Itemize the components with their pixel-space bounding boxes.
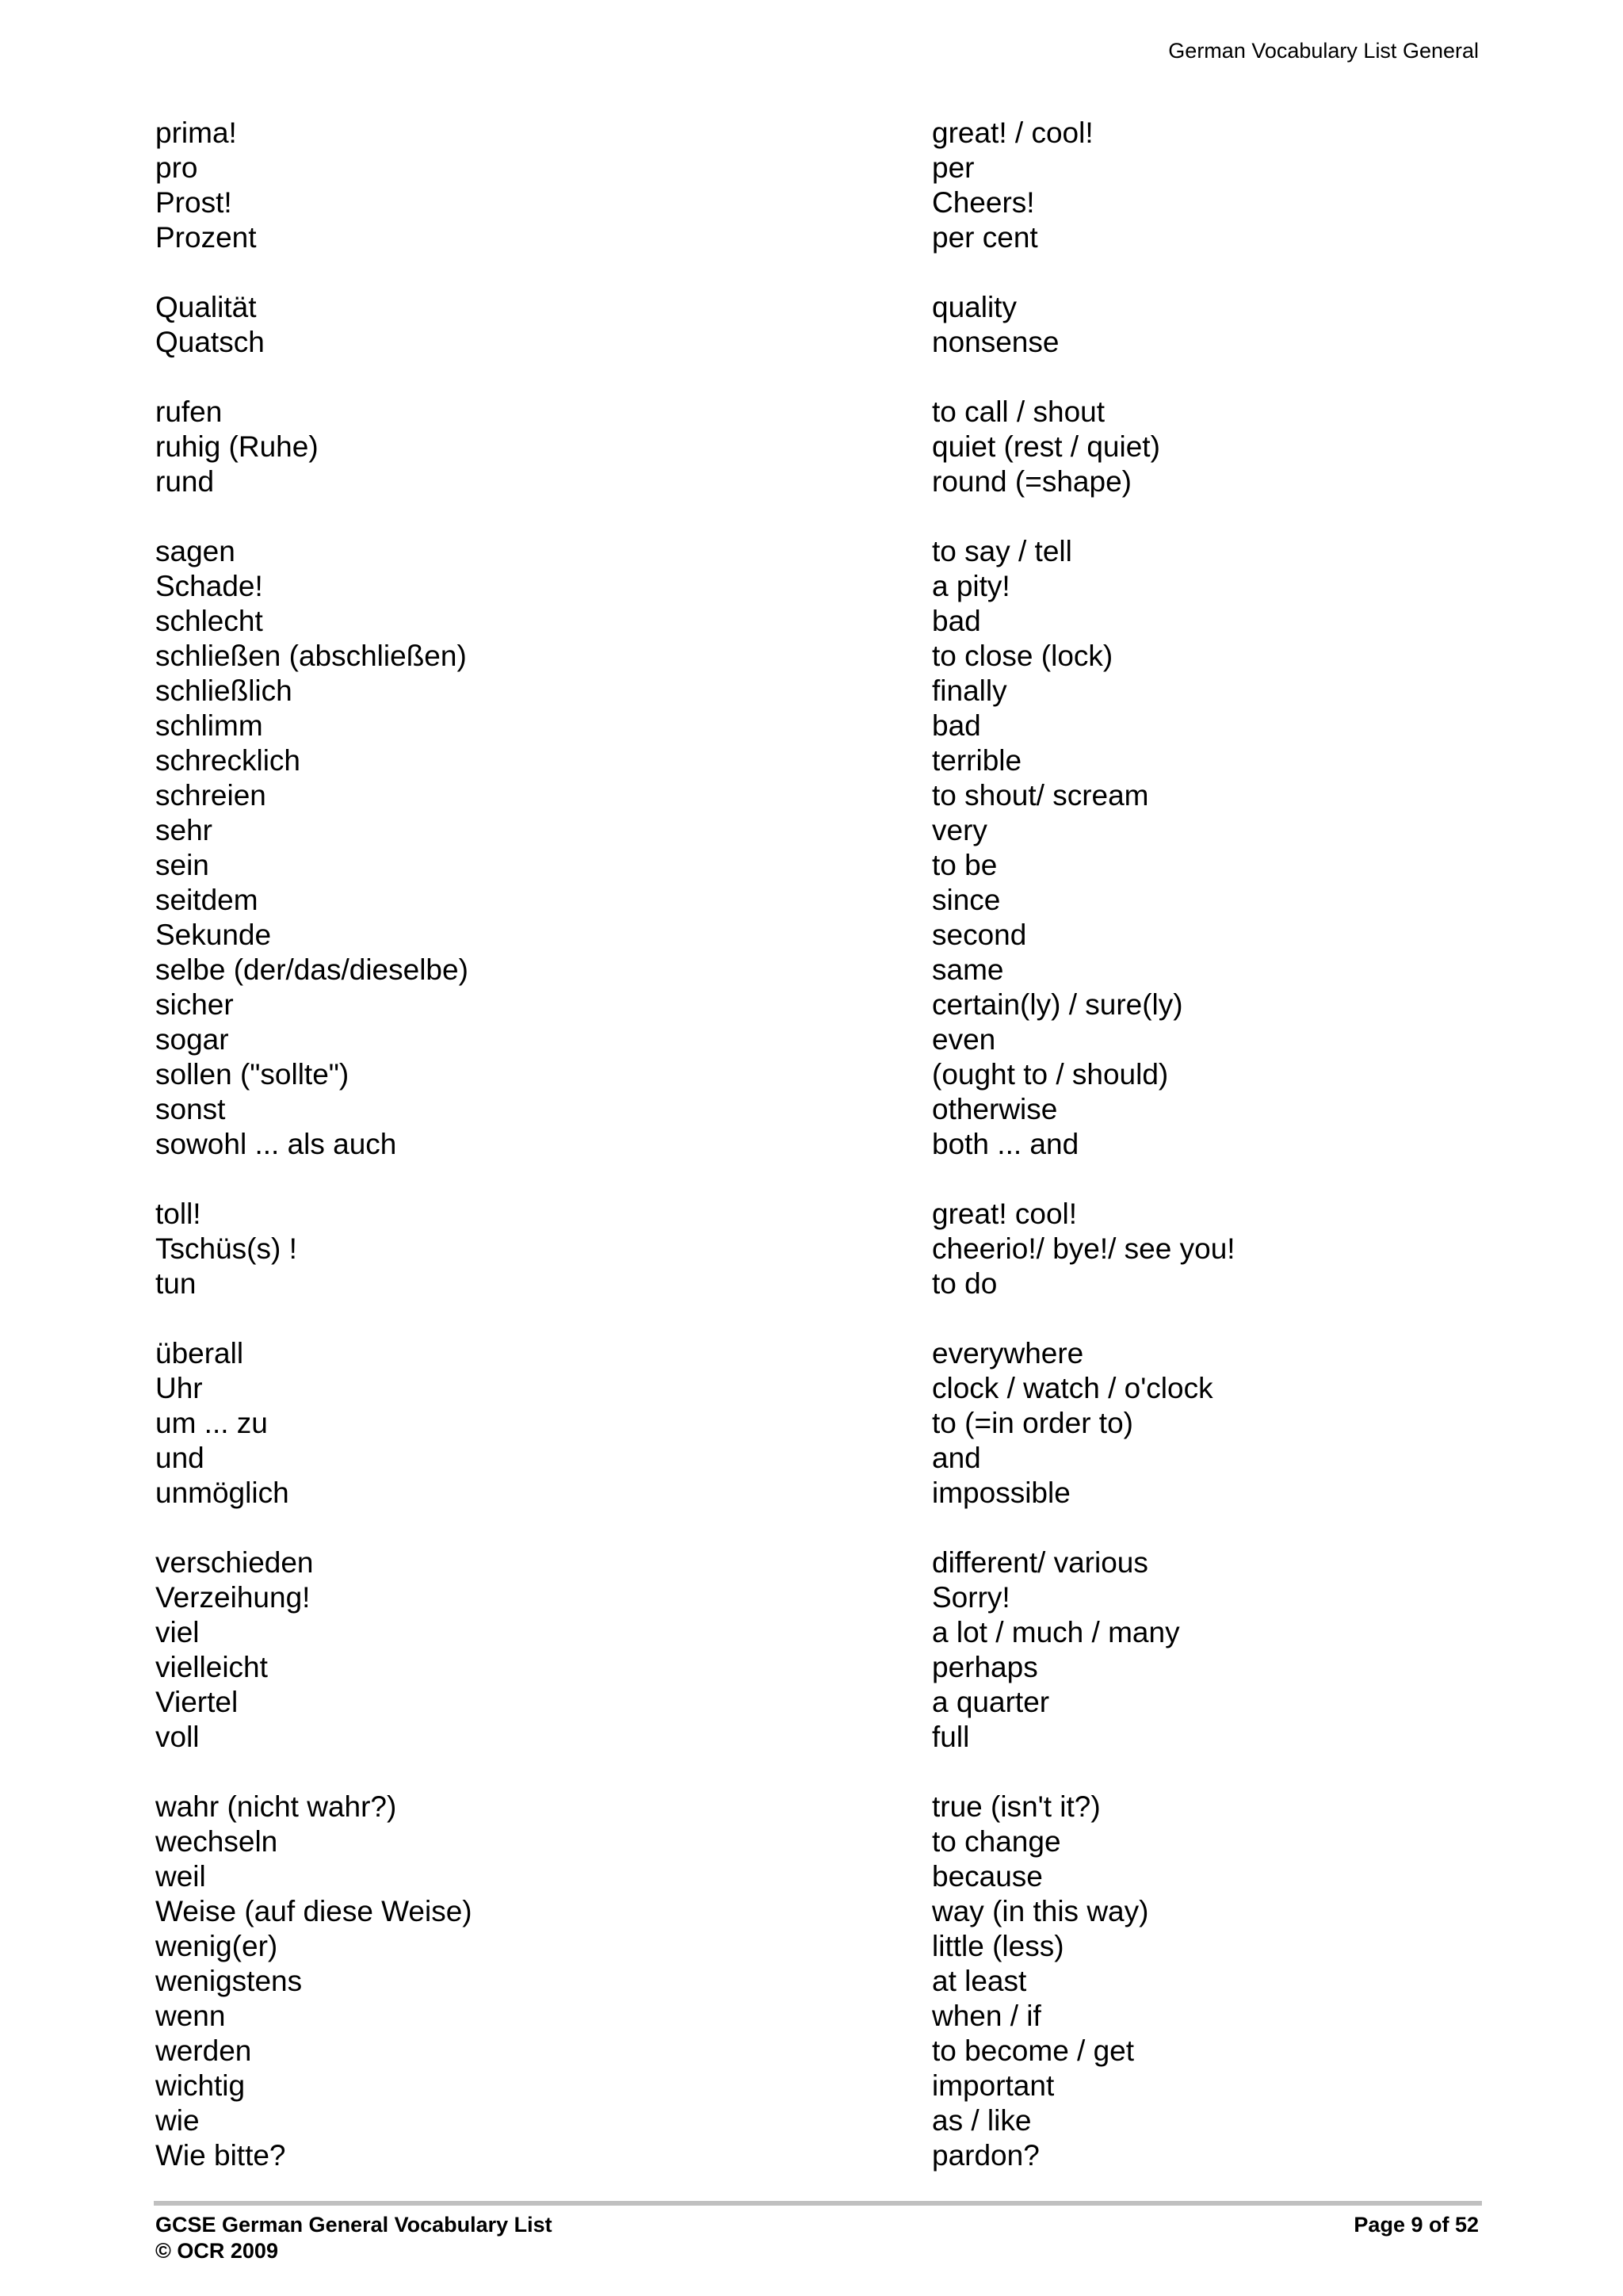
english-translation: impossible: [932, 1477, 1071, 1509]
german-word: toll!: [155, 1198, 201, 1230]
english-translation: per cent: [932, 221, 1038, 254]
footer-page-number: Page 9 of 52: [1354, 2213, 1479, 2237]
german-word: Weise (auf diese Weise): [155, 1895, 472, 1927]
vocab-row: [155, 290, 1503, 325]
german-word: voll: [155, 1721, 200, 1753]
vocab-row: [155, 2069, 1503, 2103]
english-translation: to (=in order to): [932, 1407, 1133, 1439]
vocab-row: [155, 1266, 1503, 1301]
german-word: unmöglich: [155, 1477, 289, 1509]
footer-divider: [154, 2201, 1482, 2206]
vocab-group: [155, 290, 1503, 360]
english-translation: certain(ly) / sure(ly): [932, 988, 1183, 1021]
english-translation: since: [932, 884, 1001, 916]
english-translation: cheerio!/ bye!/ see you!: [932, 1232, 1235, 1265]
german-word: schlecht: [155, 605, 263, 637]
german-word: verschieden: [155, 1546, 314, 1579]
english-translation: to say / tell: [932, 535, 1072, 567]
english-translation: same: [932, 953, 1004, 986]
english-translation: quality: [932, 291, 1017, 323]
vocab-row: [155, 1615, 1503, 1650]
vocab-row: [155, 1197, 1503, 1232]
german-word: prima!: [155, 117, 237, 149]
german-word: Qualität: [155, 291, 257, 323]
german-word: sogar: [155, 1023, 229, 1056]
german-word: Prozent: [155, 221, 257, 254]
german-word: sicher: [155, 988, 234, 1021]
vocab-row: [155, 1022, 1503, 1057]
english-translation: nonsense: [932, 326, 1060, 358]
vocab-row: [155, 1406, 1503, 1441]
german-word: Wie bitte?: [155, 2139, 286, 2172]
vocab-row: [155, 430, 1503, 464]
vocab-row: [155, 1232, 1503, 1266]
english-translation: otherwise: [932, 1093, 1058, 1125]
english-translation: perhaps: [932, 1651, 1038, 1683]
german-word: Viertel: [155, 1686, 239, 1718]
footer-copyright: © OCR 2009: [155, 2239, 278, 2263]
german-word: ruhig (Ruhe): [155, 430, 319, 463]
german-word: überall: [155, 1337, 244, 1370]
german-word: pro: [155, 151, 198, 184]
german-word: und: [155, 1442, 204, 1474]
vocab-row: [155, 1545, 1503, 1580]
english-translation: as / like: [932, 2104, 1032, 2137]
vocab-row: [155, 953, 1503, 988]
english-translation: when / if: [932, 2000, 1041, 2032]
vocab-row: [155, 1336, 1503, 1371]
english-translation: terrible: [932, 744, 1022, 777]
vocab-row: [155, 2138, 1503, 2173]
english-translation: very: [932, 814, 987, 846]
vocab-row: [155, 1476, 1503, 1511]
german-word: werden: [155, 2034, 252, 2067]
english-translation: round (=shape): [932, 465, 1132, 498]
vocab-row: [155, 1999, 1503, 2034]
german-word: schlimm: [155, 709, 263, 742]
english-translation: to do: [932, 1267, 998, 1300]
german-word: tun: [155, 1267, 197, 1300]
english-translation: quiet (rest / quiet): [932, 430, 1160, 463]
vocab-row: [155, 1790, 1503, 1824]
vocab-group: [155, 1790, 1503, 2173]
english-translation: even: [932, 1023, 996, 1056]
german-word: um ... zu: [155, 1407, 268, 1439]
german-word: Schade!: [155, 570, 263, 602]
vocab-row: [155, 604, 1503, 639]
vocab-row: [155, 1127, 1503, 1162]
german-word: wechseln: [155, 1825, 278, 1858]
vocab-row: [155, 534, 1503, 569]
english-translation: full: [932, 1721, 970, 1753]
english-translation: little (less): [932, 1930, 1064, 1962]
german-word: sonst: [155, 1093, 226, 1125]
english-translation: important: [932, 2069, 1055, 2102]
vocab-row: [155, 709, 1503, 743]
english-translation: both ... and: [932, 1128, 1079, 1160]
german-word: Quatsch: [155, 326, 265, 358]
vocab-group: [155, 1197, 1503, 1301]
vocab-row: [155, 1824, 1503, 1859]
german-word: rufen: [155, 395, 223, 428]
german-word: weil: [155, 1860, 206, 1893]
english-translation: to call / shout: [932, 395, 1106, 428]
english-translation: way (in this way): [932, 1895, 1149, 1927]
german-word: Sekunde: [155, 919, 272, 951]
vocab-row: [155, 778, 1503, 813]
vocab-row: [155, 1092, 1503, 1127]
german-word: rund: [155, 465, 215, 498]
english-translation: different/ various: [932, 1546, 1148, 1579]
english-translation: bad: [932, 605, 981, 637]
vocab-row: [155, 1057, 1503, 1092]
german-word: wenig(er): [155, 1930, 278, 1962]
english-translation: per: [932, 151, 975, 184]
german-word: wenigstens: [155, 1965, 303, 1997]
vocab-row: [155, 325, 1503, 360]
german-word: Uhr: [155, 1372, 203, 1404]
english-translation: to shout/ scream: [932, 779, 1149, 812]
english-translation: clock / watch / o'clock: [932, 1372, 1213, 1404]
english-translation: great! cool!: [932, 1198, 1078, 1230]
vocabulary-list: [155, 116, 1503, 2208]
german-word: wie: [155, 2104, 200, 2137]
english-translation: at least: [932, 1965, 1027, 1997]
german-word: schließlich: [155, 674, 292, 707]
german-word: wenn: [155, 2000, 226, 2032]
vocab-row: [155, 569, 1503, 604]
english-translation: Cheers!: [932, 186, 1035, 219]
vocab-row: [155, 743, 1503, 778]
vocab-row: [155, 988, 1503, 1022]
vocab-group: [155, 534, 1503, 1162]
english-translation: everywhere: [932, 1337, 1084, 1370]
german-word: wichtig: [155, 2069, 246, 2102]
german-word: schrecklich: [155, 744, 300, 777]
vocab-row: [155, 1650, 1503, 1685]
english-translation: to close (lock): [932, 640, 1113, 672]
vocab-row: [155, 1894, 1503, 1929]
page-header-title: German Vocabulary List General: [1168, 39, 1479, 63]
vocab-row: [155, 116, 1503, 151]
german-word: sein: [155, 849, 209, 881]
footer-left: [155, 2212, 552, 2264]
vocab-row: [155, 883, 1503, 918]
english-translation: because: [932, 1860, 1043, 1893]
german-word: sehr: [155, 814, 212, 846]
german-word: Tschüs(s) !: [155, 1232, 297, 1265]
german-word: Prost!: [155, 186, 232, 219]
vocab-row: [155, 639, 1503, 674]
english-translation: a pity!: [932, 570, 1010, 602]
german-word: sagen: [155, 535, 235, 567]
english-translation: finally: [932, 674, 1007, 707]
english-translation: Sorry!: [932, 1581, 1010, 1614]
english-translation: and: [932, 1442, 981, 1474]
vocab-row: [155, 1859, 1503, 1894]
english-translation: bad: [932, 709, 981, 742]
vocab-row: [155, 2034, 1503, 2069]
footer-document-title: GCSE German General Vocabulary List: [155, 2213, 552, 2237]
english-translation: to become / get: [932, 2034, 1135, 2067]
german-word: wahr (nicht wahr?): [155, 1790, 397, 1823]
vocab-row: [155, 1964, 1503, 1999]
vocab-row: [155, 918, 1503, 953]
vocab-row: [155, 1580, 1503, 1615]
vocab-row: [155, 1929, 1503, 1964]
english-translation: to change: [932, 1825, 1061, 1858]
vocab-row: [155, 464, 1503, 499]
vocab-row: [155, 1371, 1503, 1406]
vocab-group: [155, 1545, 1503, 1755]
english-translation: a lot / much / many: [932, 1616, 1180, 1648]
vocab-row: [155, 674, 1503, 709]
german-word: schreien: [155, 779, 266, 812]
vocab-row: [155, 848, 1503, 883]
vocab-row: [155, 1720, 1503, 1755]
english-translation: pardon?: [932, 2139, 1040, 2172]
english-translation: a quarter: [932, 1686, 1050, 1718]
english-translation: great! / cool!: [932, 117, 1094, 149]
vocab-group: [155, 116, 1503, 255]
vocab-group: [155, 1336, 1503, 1511]
english-translation: (ought to / should): [932, 1058, 1169, 1091]
vocab-row: [155, 1441, 1503, 1476]
vocab-row: [155, 151, 1503, 185]
german-word: schließen (abschließen): [155, 640, 467, 672]
vocab-row: [155, 1685, 1503, 1720]
vocab-row: [155, 220, 1503, 255]
vocab-row: [155, 2103, 1503, 2138]
english-translation: second: [932, 919, 1027, 951]
german-word: seitdem: [155, 884, 258, 916]
vocab-row: [155, 395, 1503, 430]
english-translation: to be: [932, 849, 998, 881]
german-word: selbe (der/das/dieselbe): [155, 953, 468, 986]
german-word: sollen ("sollte"): [155, 1058, 349, 1091]
vocab-group: [155, 395, 1503, 499]
german-word: sowohl ... als auch: [155, 1128, 397, 1160]
english-translation: true (isn't it?): [932, 1790, 1101, 1823]
vocab-row: [155, 813, 1503, 848]
german-word: vielleicht: [155, 1651, 268, 1683]
german-word: Verzeihung!: [155, 1581, 311, 1614]
vocab-row: [155, 185, 1503, 220]
german-word: viel: [155, 1616, 200, 1648]
